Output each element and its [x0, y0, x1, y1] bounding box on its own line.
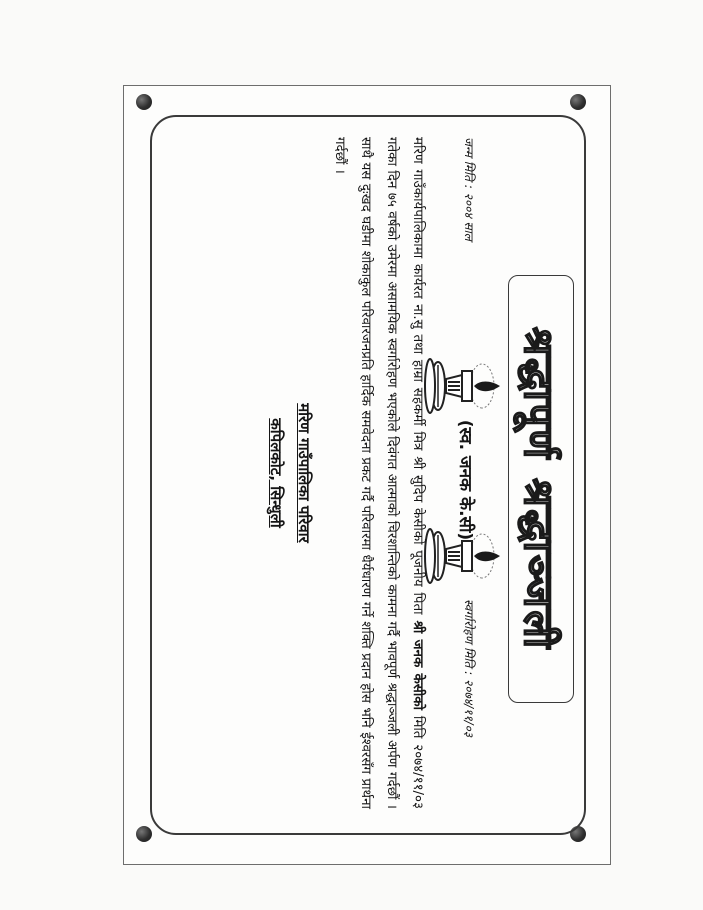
title-box — [508, 275, 574, 703]
organization-name: मरिण गाउँपालिका परिवार — [295, 403, 313, 543]
corner-dot-icon — [570, 94, 586, 110]
corner-dot-icon — [136, 94, 152, 110]
organization-place: कपिलकोट, सिन्धुली — [267, 418, 285, 528]
tribute-card — [150, 115, 582, 831]
message-part-1: मरिण गाउँकार्यपालिकामा कार्यरत ना.सु तथा हाम्रा सहकर्मी मित्र श्री सुदिप केसीको पूजनीय पिता — [410, 137, 425, 621]
message-part-2: मिति २०७४/११/०३ गतेका दिन ७५ वर्षको उमेरमा असामयिक स्वर्गारोहण भएकोले दिवंगत आत्माको चिरशान्तिको कामना गर्दै भावपूर्ण श्रद्धाञ्जली अर्पण गर्दछौं । साथै यस दुःखद घडीमा शोकाकुल परिवारजनप्रति हार्दिक समवेदना प्रकट गर्दै परिवारमा धैर्यधारण गर्ने शक्ति प्रदान होस भनि ईश्वरसँग प्रार्थना गर्दछौं । — [332, 137, 425, 809]
card-title: श्रद्धापूर्ण श्रद्धाञ्जली — [515, 326, 562, 651]
birth-date: जन्म मिति : २००४ साल — [462, 137, 476, 241]
message-bold-name: श्री जनक केसीको — [410, 620, 425, 711]
deceased-name: (स्व. जनक के.सी) — [455, 419, 475, 541]
tribute-message — [326, 137, 430, 809]
death-date: स्वर्गारोहण मिति : २०७४/११/०३ — [462, 599, 476, 737]
